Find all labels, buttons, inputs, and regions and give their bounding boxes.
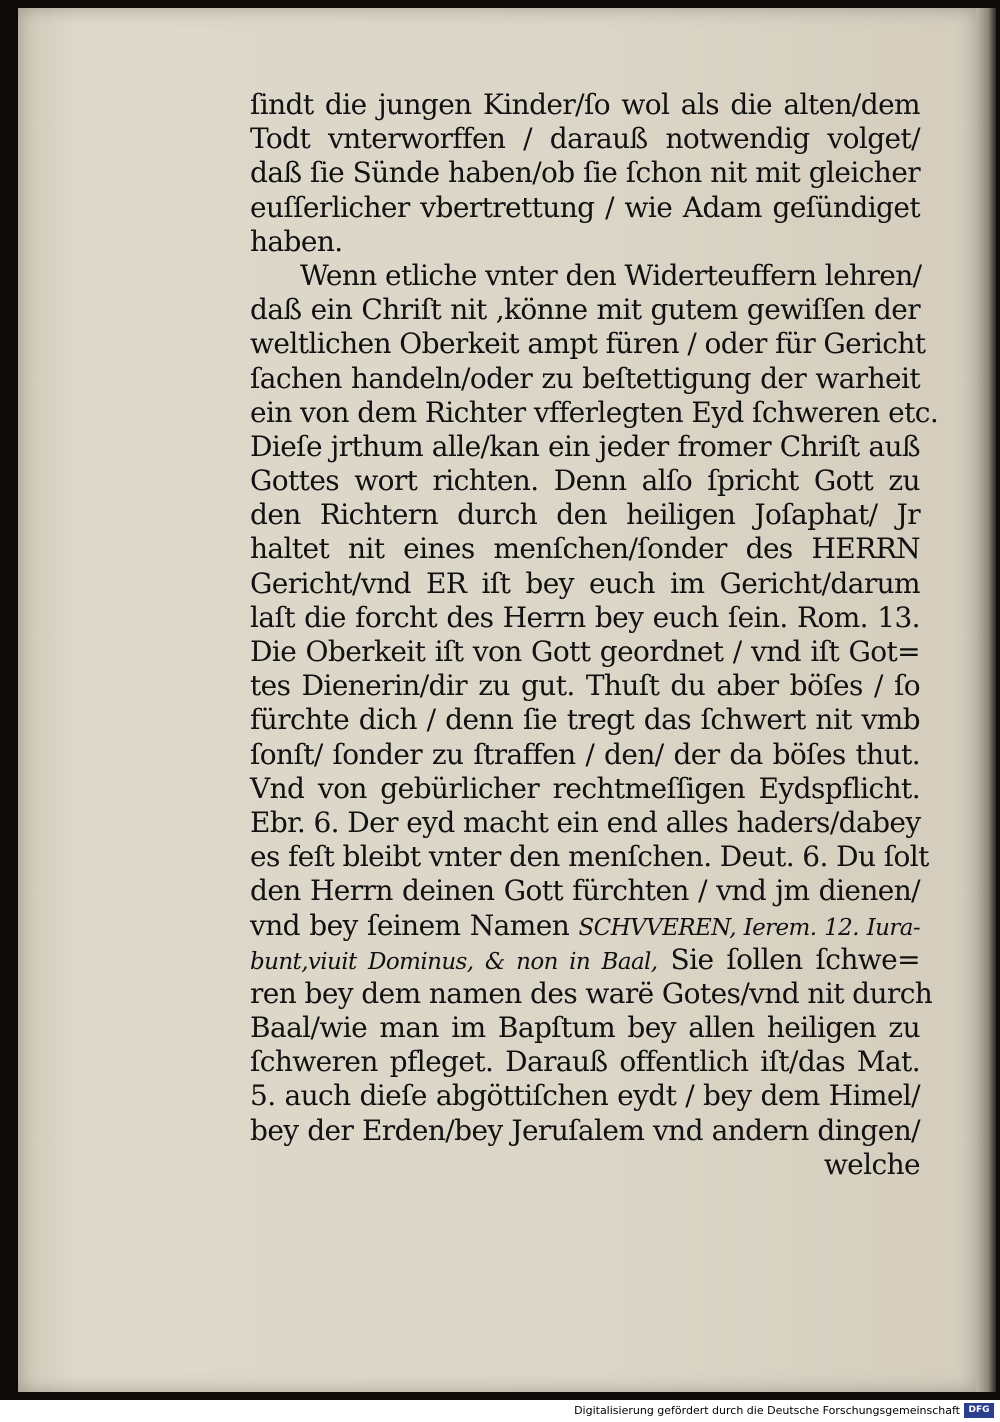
text-line-25 xyxy=(250,909,920,943)
text-line-12: Gottes wort richten. Denn alſo ſpricht Gott zu xyxy=(250,464,920,498)
text-line-23: es feſt bleibt vnter den menſchen. Deut. 6. Du ſolt xyxy=(250,840,929,874)
text-line-31: bey der Erden/bey Jeruſalem vnd andern dingen/ xyxy=(250,1113,920,1147)
text-line-24: den Herrn deinen Gott fürchten / vnd jm dienen/ xyxy=(250,874,920,908)
dfg-logo-icon: DFG xyxy=(964,1403,994,1418)
catchword: welche xyxy=(823,1147,920,1181)
text-line-9: ſachen handeln/oder zu beſtettigung der warheit xyxy=(250,361,920,395)
text-line-15: Gericht/vnd ER iſt bey euch im Gericht/darum xyxy=(250,566,920,600)
footer-bar xyxy=(0,1400,1000,1422)
text-line-1: ſindt die jungen Kinder/ſo wol als die alten/dem xyxy=(250,88,920,121)
latin-quote-2: bunt,viuit Dominus, & non in Baal, xyxy=(250,948,658,975)
text-line-21: Vnd von gebürlicher rechtmeſſigen Eydspflicht. xyxy=(250,771,920,805)
text-line-13: den Richtern durch den heiligen Joſaphat/ Jr xyxy=(250,498,920,532)
text-line-25-german: vnd bey ſeinem Namen xyxy=(250,908,570,942)
page-text xyxy=(250,88,939,1182)
text-line-11: Dieſe jrthum alle/kan ein jeder fromer Chriſt auß xyxy=(250,429,920,463)
text-line-5: haben. xyxy=(250,224,343,258)
footer-credit: Digitalisierung gefördert durch die Deutsche Forschungsgemeinschaft xyxy=(574,1404,960,1417)
latin-quote-1: SCHVVEREN, Ierem. 12. Iura- xyxy=(578,914,920,941)
text-line-26-german: Sie ſollen ſchwe= xyxy=(670,942,920,976)
text-line-4: euſſerlicher vbertrettung / wie Adam geſündiget xyxy=(250,190,920,224)
text-line-30: 5. auch dieſe abgöttiſchen eydt / bey dem Himel/ xyxy=(250,1079,920,1113)
page-edge xyxy=(976,8,996,1392)
text-line-2: Todt vnterworffen / darauß notwendig volget/ xyxy=(250,122,920,156)
text-line-22: Ebr. 6. Der eyd macht ein end alles haders/dabey xyxy=(250,805,921,839)
text-line-8: weltlichen Oberkeit ampt füren / oder für Gericht xyxy=(250,327,926,361)
text-line-6: Wenn etliche vnter den Widerteuffern lehren/ xyxy=(300,258,922,292)
text-line-20: ſonſt/ ſonder zu ſtraffen / den/ der da böſes thut. xyxy=(250,737,920,771)
text-line-3: daß ſie Sünde haben/ob ſie ſchon nit mit gleicher xyxy=(250,156,920,190)
text-line-7: daß ein Chriſt nit ,könne mit gutem gewiſſen der xyxy=(250,293,920,327)
text-line-17: Die Oberkeit iſt von Gott geordnet / vnd iſt Got= xyxy=(250,635,920,668)
text-line-14: haltet nit eines menſchen/ſonder des HERRN xyxy=(250,532,920,566)
text-line-28: Baal/wie man im Bapſtum bey allen heiligen zu xyxy=(250,1011,920,1045)
text-line-26 xyxy=(250,943,920,977)
text-line-19: fürchte dich / denn ſie tregt das ſchwert nit vmb xyxy=(250,703,920,737)
text-line-10: ein von dem Richter vfferlegten Eyd ſchweren etc. xyxy=(250,395,939,429)
text-line-16: laſt die forcht des Herrn bey euch ſein. Rom. 13. xyxy=(250,600,920,634)
text-line-29: ſchweren pfleget. Darauß offentlich iſt/das Mat. xyxy=(250,1045,920,1079)
text-line-18: tes Dienerin/dir zu gut. Thuſt du aber böſes / ſo xyxy=(250,669,920,703)
text-line-27: ren bey dem namen des warë Gotes/vnd nit durch xyxy=(250,976,933,1010)
